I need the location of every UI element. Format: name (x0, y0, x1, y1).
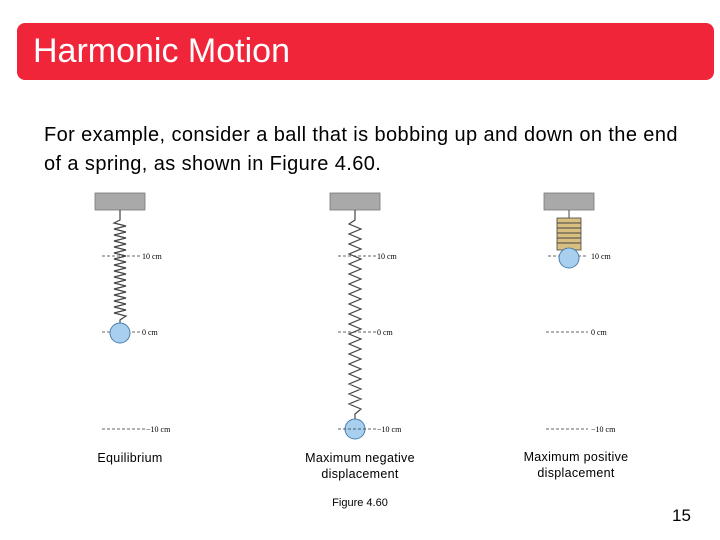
ceiling-mount (544, 193, 594, 210)
panel-max-negative (330, 193, 402, 439)
mark-label-bottom: −10 cm (591, 425, 616, 434)
spring-coil (349, 210, 361, 420)
page-number: 15 (672, 506, 691, 525)
mark-label-top: 10 cm (591, 252, 611, 261)
ball (559, 248, 579, 268)
caption-max-negative: Maximum negative displacement (305, 451, 415, 481)
figure-label: Figure 4.60 (332, 497, 388, 509)
mark-label-bottom: −10 cm (146, 425, 171, 434)
caption-equilibrium: Equilibrium (97, 451, 163, 465)
mark-label-top: 10 cm (142, 252, 162, 261)
spring-figure (80, 188, 640, 448)
body-paragraph: For example, consider a ball that is bobbing up and down on the end of a spring, as shown in Figure 4.60. (44, 124, 678, 175)
ceiling-mount (330, 193, 380, 210)
ball (110, 323, 130, 343)
caption-max-positive: Maximum positive displacement (523, 450, 629, 480)
slide-title: Harmonic Motion (33, 32, 290, 70)
panel-equilibrium (95, 193, 171, 434)
mark-label-bottom: −10 cm (377, 425, 402, 434)
mark-label-top: 10 cm (377, 252, 397, 261)
panel-max-positive (544, 193, 616, 434)
mark-label-middle: 0 cm (377, 328, 393, 337)
title-bar (17, 23, 714, 80)
mark-label-middle: 0 cm (142, 328, 158, 337)
spring-coil (114, 210, 126, 324)
ceiling-mount (95, 193, 145, 210)
mark-label-middle: 0 cm (591, 328, 607, 337)
